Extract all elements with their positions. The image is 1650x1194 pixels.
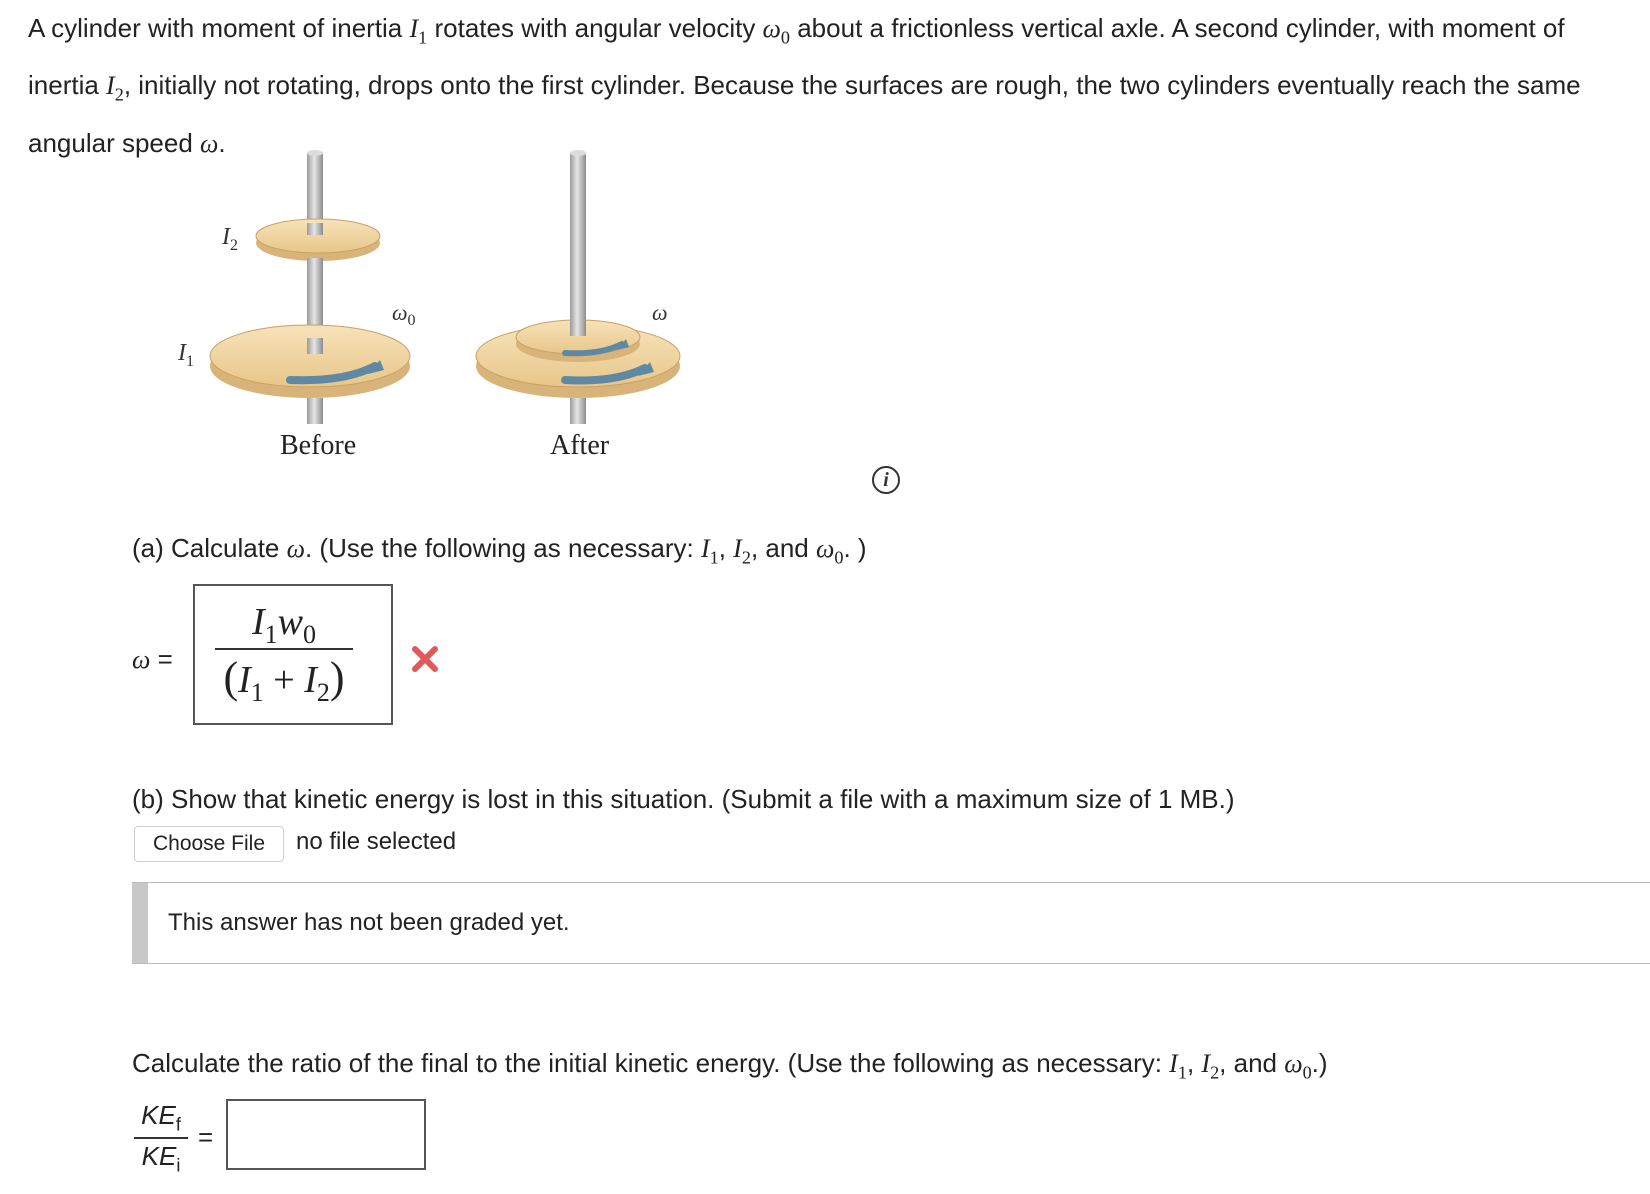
answer-fraction (215, 596, 353, 719)
answer-denominator: $(I_1 + I_2)$ (223, 653, 345, 708)
symbol-omega: ω (200, 128, 219, 158)
part-c-prompt: Calculate the ratio of the final to the initial kinetic energy. (Use the following as necessary: $I_1$, $I_2$, and $\omega_0$.) (132, 1048, 1328, 1083)
after-assembly (476, 150, 680, 461)
label-omega0: $\omega_0$ (392, 300, 416, 329)
symbol-I1: $I_1$ (409, 14, 428, 48)
grading-status-message: This answer has not been graded yet. (168, 909, 570, 936)
part-b-prompt: (b) Show that kinetic energy is lost in this situation. (Submit a file with a maximum size of 1 MB.) (132, 784, 1235, 814)
ke-final-label: $KE_f$ (141, 1100, 181, 1135)
choose-file-button[interactable]: Choose File (134, 826, 284, 862)
ke-initial-label: $KE_i$ (141, 1141, 181, 1176)
label-omega: ω (652, 300, 668, 325)
ke-ratio-answer-input[interactable] (226, 1099, 426, 1170)
answer-numerator: $I_1w_0$ (251, 601, 316, 650)
cylinders-figure (170, 148, 730, 478)
label-I2: $I_2$ (222, 224, 238, 254)
label-I1: $I_1$ (178, 340, 194, 370)
panel-accent-stripe (132, 883, 148, 963)
symbol-omega0: $\omega_0$ (762, 14, 790, 48)
ke-equals-sign: = (198, 1122, 214, 1152)
label-after: After (550, 430, 610, 461)
file-status-text: no file selected (296, 828, 457, 855)
after-axle-bottom (570, 398, 586, 424)
label-before: Before (280, 430, 357, 461)
omega-answer-field[interactable] (193, 584, 393, 725)
before-axle-bottom (307, 398, 323, 424)
grading-status-panel (132, 882, 1650, 964)
x-mark-icon (410, 644, 440, 674)
ke-ratio-label (134, 1100, 188, 1177)
before-assembly (177, 150, 416, 461)
info-icon[interactable]: i (872, 466, 900, 494)
problem-statement: A cylinder with moment of inertia $I_1$ rotates with angular velocity $\omega_0$ about a frictionless vertical axle. A second cylinder, with moment of inertia $I_2$, initially not rotating, drops onto the first cylinder. Because the surfaces are rough, the two cylinders eventually reach the same angular speed ω. (28, 13, 1581, 158)
omega-answer-label: ω = (132, 644, 173, 674)
part-a-prompt: (a) Calculate ω. (Use the following as necessary: $I_1$, $I_2$, and $\omega_0$. ) (132, 533, 867, 568)
symbol-I2: $I_2$ (106, 71, 124, 105)
